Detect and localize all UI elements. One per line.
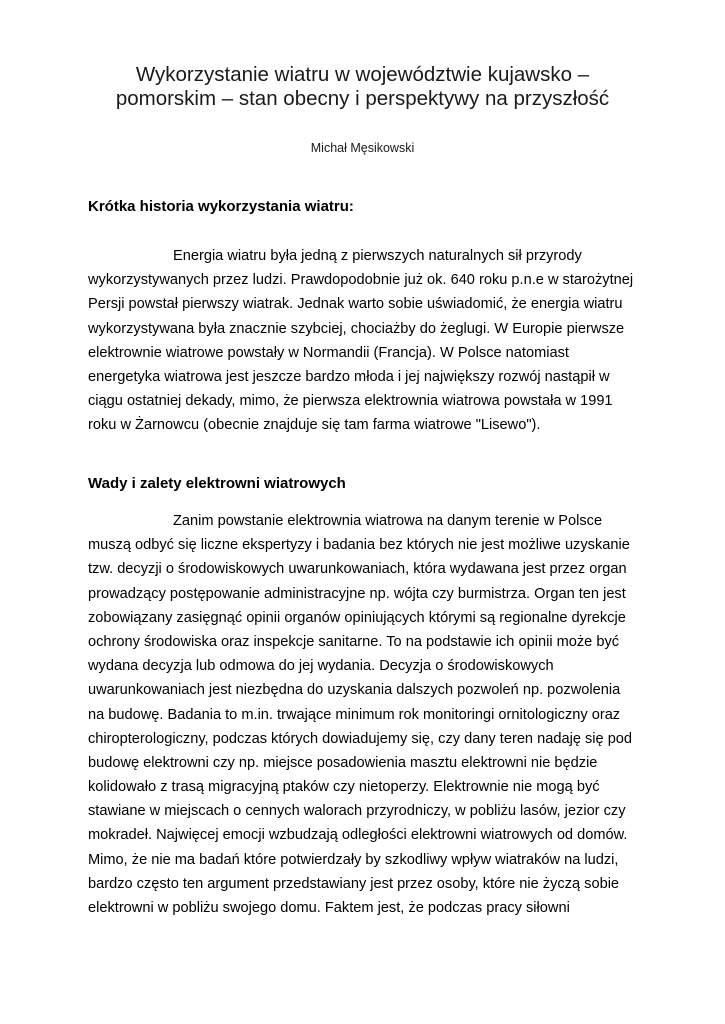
paragraph-pros-cons <box>88 509 648 920</box>
paragraph-line: Persji powstał pierwszy wiatrak. Jednak warto sobie uświadomić, że energia wiatru <box>88 296 623 313</box>
paragraph-line: elektrownie wiatrowe powstały w Normandii (Francja). W Polsce natomiast <box>88 344 569 361</box>
paragraph-line: na budowę. Badania to m.in. trwające minimum rok monitoringi ornitologiczny oraz <box>88 706 621 723</box>
paragraph-line: mokradeł. Najwięcej emocji wzbudzają odległości elektrowni wiatrowych od domów. <box>88 827 628 844</box>
paragraph-line: budowę elektrowni czy np. miejsce posadowienia masztu elektrowni nie będzie <box>88 754 598 771</box>
title-line: pomorskim – stan obecny i perspektywy na przyszłość <box>115 87 610 111</box>
paragraph-line: roku w Żarnowcu (obecnie znajduje się tam farma wiatrowe "Lisewo"). <box>88 417 541 434</box>
document-title <box>60 60 665 111</box>
paragraph-line: Mimo, że nie ma badań które potwierdzały by szkodliwy wpływ wiatraków na ludzi, <box>88 851 619 868</box>
paragraph-line: Zanim powstanie elektrownia wiatrowa na danym terenie w Polsce <box>173 513 603 529</box>
paragraph-line: muszą odbyć się liczne ekspertyzy i badania bez których nie jest możliwe uzyskanie <box>88 537 630 554</box>
paragraph-line: tzw. decyzji o środowiskowych uwarunkowaniach, która wydawana jest przez organ <box>88 561 627 578</box>
paragraph-line: zobowiązany zasięgnąć opinii organów opiniujących którymi są regionalne dyrekcje <box>88 609 626 626</box>
paragraph-line: stawiane w miejscach o cennych walorach przyrodniczy, w pobliżu lasów, jezior czy <box>88 803 626 820</box>
paragraph-line: elektrowni w pobliżu swojego domu. Faktem jest, że podczas pracy siłowni <box>88 900 570 916</box>
paragraph-line: energetyka wiatrowa jest jeszcze bardzo młoda i jej największy rozwój nastąpił w <box>88 368 610 385</box>
section-heading-history: Krótka historia wykorzystania wiatru: <box>88 198 354 215</box>
paragraph-line: wydana decyzja lub odmowa do jej wydania. Decyzja o środowiskowych <box>88 658 554 675</box>
paragraph-line: wykorzystywana była znacznie szybciej, chociażby do żeglugi. W Europie pierwsze <box>88 320 625 337</box>
paragraph-line: kolidowało z trasą migracyjną ptaków czy nietoperzy. Elektrownie nie mogą być <box>88 779 600 796</box>
paragraph-line: prowadzący postępowanie administracyjne np. wójta czy burmistrza. Organ ten jest <box>88 585 626 602</box>
section-heading-pros-cons: Wady i zalety elektrowni wiatrowych <box>88 475 346 492</box>
paragraph-line: ciągu ostatniej dekady, mimo, że pierwsza elektrownia wiatrowa powstała w 1991 <box>88 393 613 410</box>
paragraph-line: chiropterologiczny, podczas których dowiadujemy się, czy dany teren nadaję się pod <box>88 730 633 747</box>
paragraph-line: ochrony środowiska oraz inspekcje sanitarne. To na podstawie ich opinii może być <box>88 633 620 650</box>
paragraph-line: Energia wiatru była jedną z pierwszych naturalnych sił przyrody <box>173 248 582 264</box>
paragraph-line: uwarunkowaniach jest niezbędna do uzyskania dalszych pozwoleń np. pozwolenia <box>88 682 621 699</box>
paragraph-line: wykorzystywanych przez ludzi. Prawdopodobnie już ok. 640 roku p.n.e w starożytnej <box>88 272 634 289</box>
author-name: Michał Męsikowski <box>310 141 415 155</box>
paragraph-line: bardzo często ten argument przedstawiany jest przez osoby, które nie życzą sobie <box>88 875 620 892</box>
title-line: Wykorzystanie wiatru w województwie kujawsko – <box>135 63 590 86</box>
paragraph-history <box>88 244 648 438</box>
